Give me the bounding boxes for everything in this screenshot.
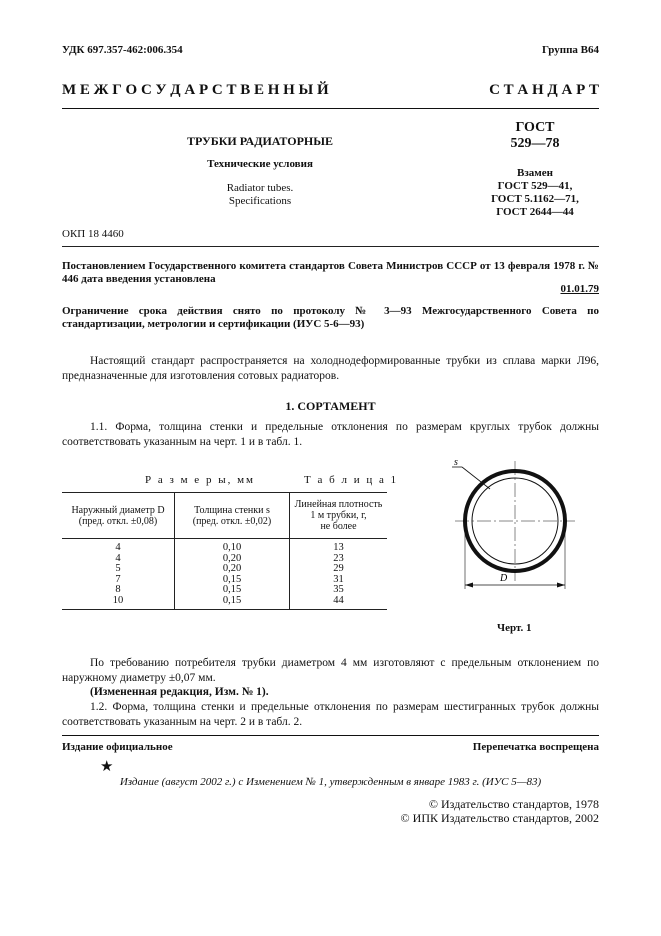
header-line: (пред. откл. ±0,02) — [192, 515, 272, 527]
decree-text: Постановлением Государственного комитета стандартов Совета Министров СССР от 13 февраля 1978 г. № 446 дата введения установлена — [62, 260, 599, 285]
introduction-date: 01.01.79 — [560, 283, 599, 295]
header-line: 1 м трубки, г, — [310, 510, 367, 521]
cell-thickness: 0,20 — [175, 554, 290, 565]
header-line: Линейная плотность — [294, 499, 383, 510]
copyright-2002: © ИПК Издательство стандартов, 2002 — [400, 811, 599, 825]
scope-paragraph: Настоящий стандарт распространяется на холоднодеформированные трубки из сплава марки Л96, предназначенные для изготовления сотовых радиаторов. — [62, 355, 599, 382]
header-wall-thickness — [175, 493, 290, 539]
replaces-label: Взамен — [517, 167, 553, 179]
header-line: Наружный диаметр D — [71, 504, 165, 516]
star-icon: ★ — [100, 759, 114, 775]
document-subtitle: Технические условия — [207, 158, 313, 170]
drawing-1-caption: Черт. 1 — [497, 622, 532, 634]
english-title — [130, 182, 390, 208]
english-subtitle-line: Specifications — [228, 195, 292, 207]
document-title: ТРУБКИ РАДИАТОРНЫЕ — [186, 134, 334, 148]
footer-divider — [62, 735, 599, 736]
official-edition: Издание официальное — [62, 741, 173, 753]
cell-thickness: 0,15 — [175, 596, 290, 610]
cell-density: 44 — [290, 596, 388, 610]
okp-code: ОКП 18 4460 — [62, 228, 124, 240]
table-1 — [62, 492, 387, 610]
label-d: D — [500, 573, 508, 584]
header-line: не более — [320, 521, 357, 532]
wall-thickness-leader — [452, 467, 490, 489]
reprint-prohibited: Перепечатка воспрещена — [472, 741, 599, 753]
paragraph-1-1: 1.1. Форма, толщина стенки и предельные отклонения по размерам круглых трубок должны соответствовать указанным на черт. 1 и в табл. 1. — [62, 421, 599, 448]
header-linear-density — [290, 493, 388, 539]
cell-density: 35 — [333, 584, 344, 595]
cell-density: 29 — [333, 563, 344, 574]
gost-number-block — [470, 120, 600, 152]
cell-density: 13 — [333, 542, 344, 553]
amendment-note: (Измененная редакция, Изм. № 1). — [90, 686, 269, 698]
cell-density: 31 — [333, 573, 344, 585]
table-header-row — [62, 493, 387, 539]
cell-diameter: 10 — [62, 596, 175, 610]
okp-divider — [62, 246, 599, 247]
cell-thickness: 0,15 — [175, 575, 290, 586]
replaces-item: ГОСТ 529—41, — [497, 180, 573, 192]
tube-cross-section — [455, 461, 575, 581]
gost-label: ГОСТ — [515, 120, 555, 135]
replaces-item: ГОСТ 2644—44 — [496, 206, 574, 218]
cell-diameter: 8 — [62, 585, 175, 596]
cell-thickness: 0,10 — [175, 539, 290, 554]
section-heading: 1. СОРТАМЕНТ — [285, 399, 376, 413]
table-sizes-caption: Р а з м е р ы, мм — [145, 474, 256, 486]
cell-diameter: 4 — [62, 539, 175, 554]
cell-thickness: 0,20 — [175, 564, 290, 575]
header-outer-diameter — [62, 493, 175, 539]
gost-number: 529—78 — [510, 136, 560, 151]
header-line: Толщина стенки s — [194, 504, 270, 516]
cell-thickness: 0,15 — [175, 585, 290, 596]
banner-word-standard: С Т А Н Д А Р Т — [489, 82, 599, 98]
edition-note: Издание (август 2002 г.) с Изменением № 1, утвержденным в январе 1983 г. (ИУС 5—83) — [119, 776, 542, 788]
header-divider — [62, 108, 599, 109]
cell-diameter: 4 — [62, 554, 175, 565]
udk-code: УДК 697.357-462:006.354 — [62, 44, 183, 56]
limitation-text: Ограничение срока действия снято по протоколу № 3—93 Межгосударственного Совета по стандартизации, метрологии и сертификации (ИУС 5-6—93) — [62, 305, 599, 330]
english-title-line: Radiator tubes. — [226, 182, 294, 194]
drawing-1-tube-section — [440, 455, 590, 615]
header-line: (пред. откл. ±0,08) — [78, 515, 158, 527]
table-row — [62, 564, 387, 575]
cell-diameter: 7 — [62, 575, 175, 586]
paragraph-1-2: 1.2. Форма, толщина стенки и предельные отклонения по размерам шестигранных трубок должны соответствовать указанным на черт. 2 и в табл. 2. — [62, 701, 599, 728]
table-number-caption: Т а б л и ц а 1 — [304, 474, 399, 486]
cell-density: 23 — [333, 552, 344, 564]
copyright-1978: © Издательство стандартов, 1978 — [428, 797, 599, 811]
group-code: Группа В64 — [541, 44, 599, 56]
table-row — [62, 596, 387, 610]
replaces-item: ГОСТ 5.1162—71, — [491, 193, 579, 205]
label-s: s — [454, 457, 458, 468]
standard-banner — [62, 82, 599, 99]
table-row — [62, 539, 387, 554]
paragraph-request: По требованию потребителя трубки диаметром 4 мм изготовляют с предельным отклонением по наружному диаметру ±0,07 мм. — [62, 657, 599, 684]
banner-word-interstate: М Е Ж Г О С У Д А Р С Т В Е Н Н Ы Й — [62, 82, 329, 98]
cell-diameter: 5 — [62, 564, 175, 575]
table-row — [62, 585, 387, 596]
replaces-block — [470, 167, 600, 219]
